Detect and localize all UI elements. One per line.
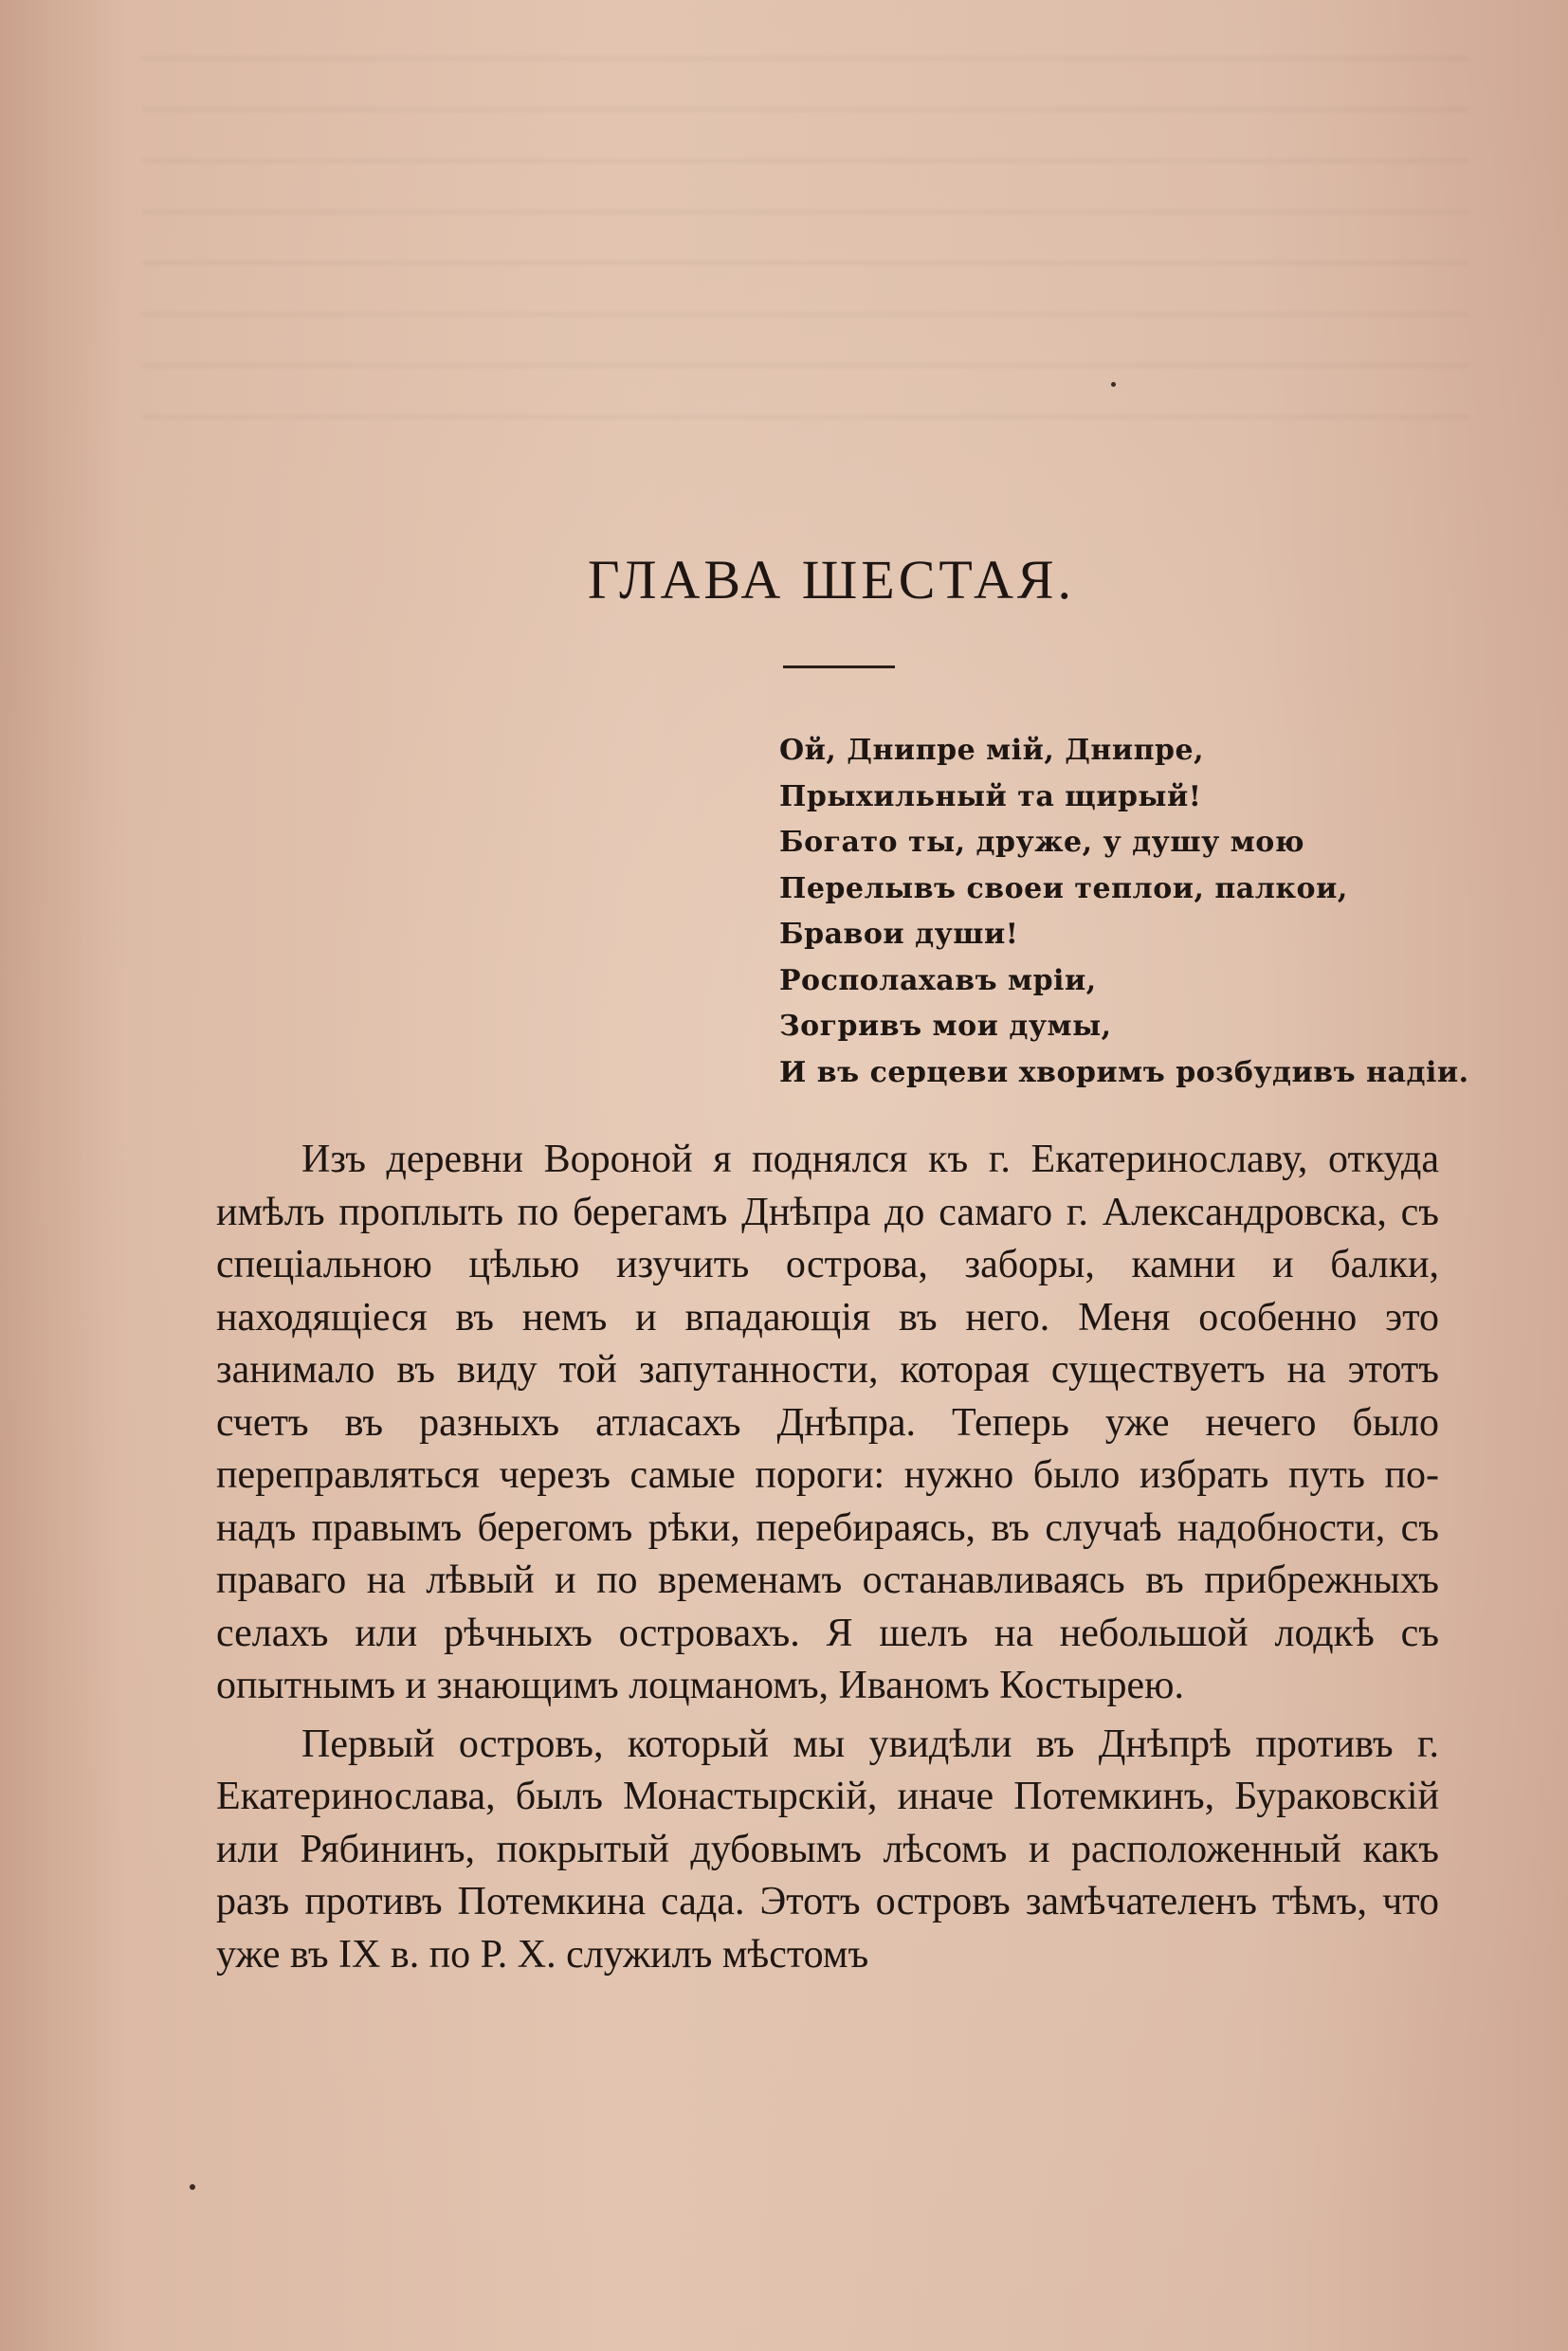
chapter-title: ГЛАВА ШЕСТАЯ.	[587, 549, 1076, 611]
epigraph-line: И въ серцеви хворимъ розбудивъ надіи.	[779, 1055, 1469, 1089]
paragraph: Первый островъ, который мы увидѣли въ Днѣпрѣ противъ г. Екатеринослава, былъ Монастырскій, иначе Потемкинъ, Бураковскій или Рябининъ, покрытый дубовымъ лѣсомъ и расположенный какъ разъ противъ Потемкина сада. Этотъ островъ замѣчателенъ тѣмъ, что уже въ IX в. по Р. Х. служилъ мѣстомъ	[216, 1722, 1439, 1977]
epigraph-line: Ой, Днипре мій, Днипре,	[779, 734, 1205, 767]
epigraph-line: Богато ты, друже, у душу мою	[779, 826, 1305, 859]
epigraph-line: Бравои души!	[779, 918, 1019, 951]
epigraph-line: Зогривъ мои думы,	[779, 1010, 1112, 1043]
body-text	[216, 1134, 1439, 1981]
ink-speck	[1111, 382, 1116, 387]
epigraph-line: Прыхильный та щирый!	[779, 779, 1202, 813]
ink-speck	[190, 2184, 195, 2190]
epigraph-line: Перелывъ своеи теплои, палкои,	[779, 871, 1348, 905]
epigraph	[779, 728, 1469, 1096]
paragraph: Изъ деревни Вороной я поднялся къ г. Екатеринославу, откуда имѣлъ проплыть по берегамъ Днѣпра до самаго г. Александровска, съ спеціальною цѣлью изучить острова, заборы, камни и балки, находящіеся въ немъ и впадающія въ него. Меня особенно это занимало въ виду той запутанности, которая существуетъ на этотъ счетъ въ разныхъ атласахъ Днѣпра. Теперь уже нечего было переправляться черезъ самые пороги: нужно было избрать путь по-надъ правымъ берегомъ рѣки, перебираясь, въ случаѣ надобности, съ праваго на лѣвый и по временамъ останавливаясь въ прибрежныхъ селахъ или рѣчныхъ островахъ. Я шелъ на небольшой лодкѣ съ опытнымъ и знающимъ лоцманомъ, Иваномъ Костырею.	[216, 1138, 1439, 1707]
epigraph-line: Росполахавъ мріи,	[779, 963, 1097, 997]
title-rule	[783, 665, 895, 668]
bleed-through-texture	[142, 57, 1469, 436]
